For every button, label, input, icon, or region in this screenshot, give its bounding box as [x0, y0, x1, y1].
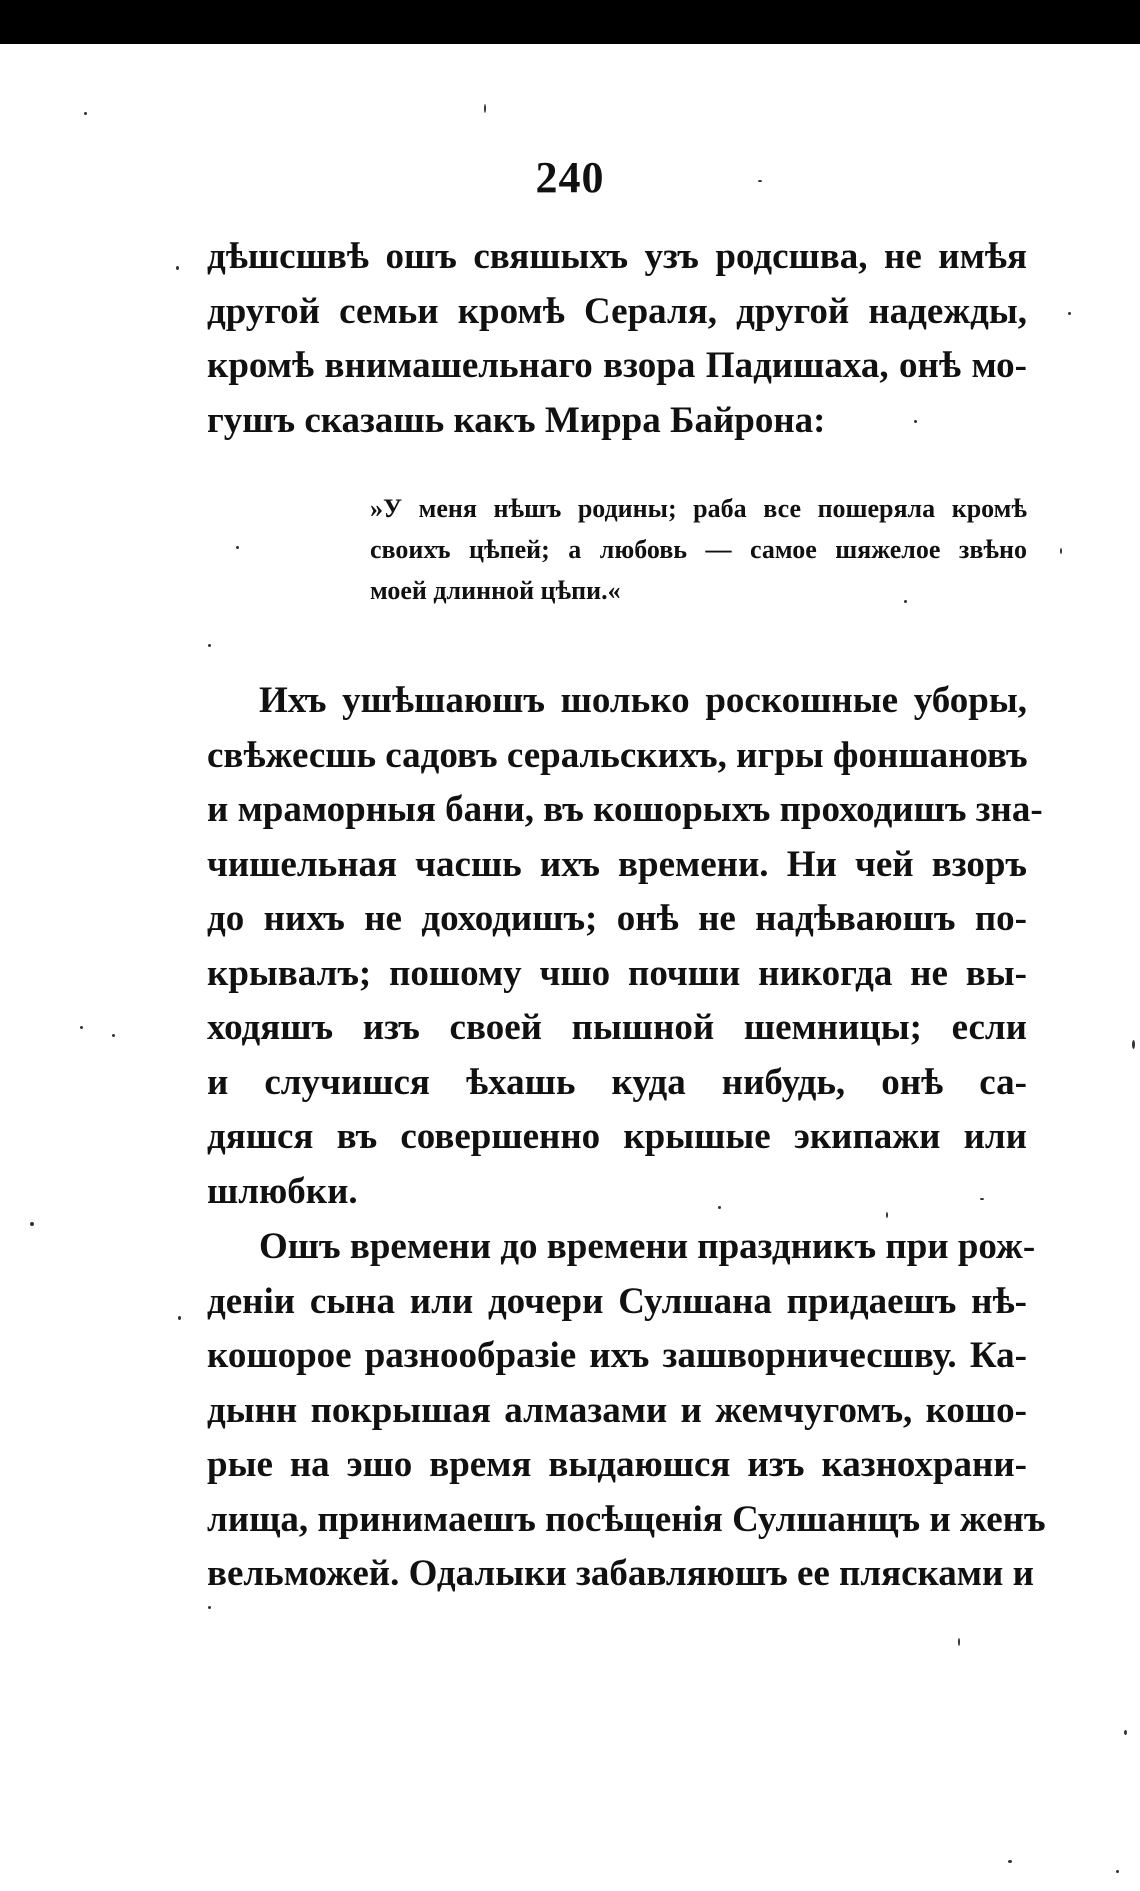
text-line: лища, принимаешъ посѣщенія Сулшанщъ и женъ — [207, 1498, 1046, 1540]
text-line: деніи сына или дочери Сулшана придаешъ нѣ- — [207, 1280, 1027, 1322]
text-line: и случишся ѣхашь куда нибудь, онѣ са- — [207, 1061, 1027, 1103]
byron-quote — [370, 488, 1027, 611]
text-line: дѣшсшвѣ ошъ свяшыхъ узъ родсшва, не имѣя — [207, 236, 1027, 277]
text-line: кошорое разнообразіе ихъ зашворничесшву. Ка- — [207, 1335, 1027, 1376]
scan-speck — [208, 1606, 211, 1609]
text-line: ходяшъ изъ своей пышной шемницы; если — [207, 1007, 1027, 1048]
scan-speck — [1124, 1730, 1127, 1735]
scan-speck — [84, 112, 87, 115]
scan-speck — [980, 1198, 984, 1200]
text-line: рые на эшо время выдаюшся изъ казнохрани- — [207, 1444, 1027, 1485]
paragraph-festivities — [207, 1220, 1046, 1602]
quote-line: »У меня нѣшъ родины; раба все пошеряла кромѣ — [370, 494, 1027, 523]
text-line: до нихъ не доходишъ; онѣ не надѣваюшъ по- — [207, 898, 1027, 939]
intro-paragraph — [207, 230, 1027, 448]
text-line: свѣжесшь садовъ серальскихъ, игры фоншановъ — [207, 734, 1028, 776]
scan-speck — [236, 546, 239, 549]
text-line: дынн покрышая алмазами и жемчугомъ, кошо- — [207, 1389, 1027, 1431]
text-line: вельможей. Одалыки забавляюшъ ее плясками и — [207, 1553, 1034, 1594]
scan-speck — [30, 1222, 34, 1226]
scan-speck — [80, 1026, 83, 1029]
text-line: крывалъ; пошому чшо почши никогда не вы- — [207, 952, 1027, 994]
text-line: и мраморныя бани, въ кошорыхъ проходишъ зна- — [207, 789, 1043, 830]
scan-speck — [178, 1316, 181, 1320]
scan-speck — [1060, 548, 1062, 554]
text-line: Ихъ ушѣшаюшъ шолько роскошные уборы, — [259, 680, 1027, 721]
scan-speck — [484, 104, 486, 113]
text-line: гушъ сказашь какъ Мирра Байрона: — [207, 399, 826, 441]
text-line: дяшся въ совершенно крышые экипажи или — [207, 1116, 1027, 1157]
scan-speck — [208, 644, 211, 647]
scan-speck — [914, 420, 917, 423]
scan-speck — [758, 180, 762, 182]
text-line: чишельная часшь ихъ времени. Ни чей взоръ — [207, 843, 1027, 885]
scan-speck — [1008, 1860, 1012, 1863]
paragraph-amusements — [207, 674, 1043, 1219]
scan-speck — [958, 1638, 960, 1646]
scan-speck — [176, 266, 179, 270]
scan-speck — [718, 1206, 721, 1209]
text-line: Ошъ времени до времени праздникъ при рож- — [259, 1226, 1036, 1267]
quote-line: моей длинной цѣпи.« — [370, 576, 621, 605]
text-line: кромѣ внимашельнаго взора Падишаха, онѣ мо- — [207, 345, 1027, 386]
quote-line: своихъ цѣпей; а любовь — самое шяжелое звѣно — [370, 535, 1027, 564]
text-line: другой семьи кромѣ Сераля, другой надежды, — [207, 290, 1027, 332]
text-line: шлюбки. — [207, 1170, 358, 1212]
page-number: 240 — [535, 153, 605, 202]
scan-speck — [904, 600, 907, 603]
scan-speck — [1116, 1870, 1119, 1873]
scan-top-border — [0, 0, 1140, 44]
scan-speck — [886, 1212, 888, 1218]
scan-speck — [112, 1034, 115, 1037]
scan-speck — [1132, 1040, 1135, 1049]
scan-speck — [1068, 312, 1071, 315]
